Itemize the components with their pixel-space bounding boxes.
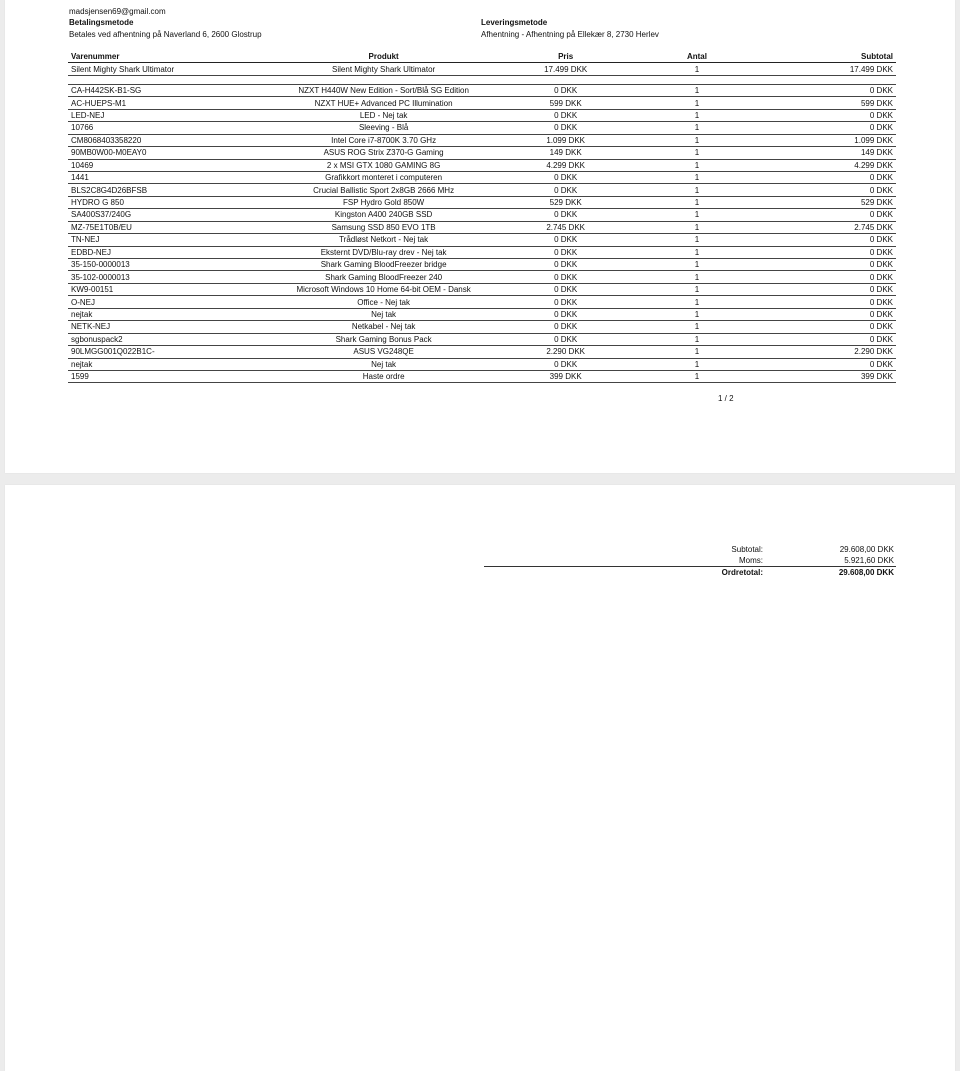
table-spacer-row — [68, 75, 896, 84]
cell-antal: 1 — [631, 333, 762, 345]
cell-antal: 1 — [631, 97, 762, 109]
cell-produkt: Microsoft Windows 10 Home 64-bit OEM - Dansk — [267, 283, 499, 295]
cell-varenummer: O-NEJ — [68, 296, 267, 308]
cell-varenummer: Silent Mighty Shark Ultimator — [68, 63, 267, 75]
cell-produkt: Silent Mighty Shark Ultimator — [267, 63, 499, 75]
cell-varenummer: sgbonuspack2 — [68, 333, 267, 345]
table-row — [68, 296, 896, 308]
cell-varenummer: CA-H442SK-B1-SG — [68, 84, 267, 96]
cell-subtotal: 4.299 DKK — [762, 159, 896, 171]
cell-antal: 1 — [631, 271, 762, 283]
moms-value: 5.921,60 DKK — [765, 555, 896, 567]
cell-varenummer: 90LMGG001Q022B1C- — [68, 346, 267, 358]
cell-antal: 1 — [631, 346, 762, 358]
customer-email: madsjensen69@gmail.com — [69, 7, 166, 16]
cell-varenummer: AC-HUEPS-M1 — [68, 97, 267, 109]
cell-subtotal: 0 DKK — [762, 271, 896, 283]
cell-pris: 0 DKK — [500, 209, 632, 221]
cell-subtotal: 17.499 DKK — [762, 63, 896, 75]
table-row — [68, 308, 896, 320]
cell-pris: 4.299 DKK — [500, 159, 632, 171]
cell-subtotal: 0 DKK — [762, 234, 896, 246]
cell-varenummer: LED-NEJ — [68, 109, 267, 121]
cell-subtotal: 0 DKK — [762, 296, 896, 308]
cell-antal: 1 — [631, 122, 762, 134]
table-row — [68, 159, 896, 171]
order-total-label: Ordretotal: — [721, 568, 763, 577]
cell-pris: 2.745 DKK — [500, 221, 632, 233]
cell-pris: 0 DKK — [500, 234, 632, 246]
cell-varenummer: 1599 — [68, 370, 267, 382]
table-row — [68, 209, 896, 221]
cell-antal: 1 — [631, 283, 762, 295]
table-row — [68, 234, 896, 246]
cell-produkt: Sleeving - Blå — [267, 122, 499, 134]
page-number: 1 / 2 — [718, 394, 734, 403]
table-row — [68, 97, 896, 109]
cell-pris: 17.499 DKK — [500, 63, 632, 75]
cell-varenummer: nejtak — [68, 358, 267, 370]
cell-subtotal: 529 DKK — [762, 196, 896, 208]
cell-antal: 1 — [631, 370, 762, 382]
cell-antal: 1 — [631, 321, 762, 333]
table-row — [68, 259, 896, 271]
table-row — [68, 321, 896, 333]
cell-antal: 1 — [631, 308, 762, 320]
cell-subtotal: 2.745 DKK — [762, 221, 896, 233]
cell-produkt: Nej tak — [267, 308, 499, 320]
cell-produkt: Kingston A400 240GB SSD — [267, 209, 499, 221]
invoice-page-1 — [5, 0, 955, 473]
cell-subtotal: 0 DKK — [762, 321, 896, 333]
table-row — [68, 346, 896, 358]
cell-produkt: NZXT H440W New Edition - Sort/Blå SG Edition — [267, 84, 499, 96]
header-subtotal: Subtotal — [762, 51, 896, 63]
table-row — [68, 271, 896, 283]
table-header-row — [68, 51, 896, 63]
subtotal-row — [484, 544, 896, 555]
cell-produkt: FSP Hydro Gold 850W — [267, 196, 499, 208]
table-row — [68, 246, 896, 258]
subtotal-label: Subtotal: — [731, 545, 763, 554]
header-pris: Pris — [500, 51, 632, 63]
cell-antal: 1 — [631, 196, 762, 208]
cell-varenummer: BLS2C8G4D26BFSB — [68, 184, 267, 196]
cell-produkt: Trådløst Netkort - Nej tak — [267, 234, 499, 246]
cell-subtotal: 0 DKK — [762, 246, 896, 258]
table-row — [68, 196, 896, 208]
cell-pris: 0 DKK — [500, 271, 632, 283]
cell-varenummer: NETK-NEJ — [68, 321, 267, 333]
table-row — [68, 122, 896, 134]
cell-antal: 1 — [631, 259, 762, 271]
table-row — [68, 333, 896, 345]
cell-antal: 1 — [631, 147, 762, 159]
cell-subtotal: 0 DKK — [762, 308, 896, 320]
cell-subtotal: 0 DKK — [762, 171, 896, 183]
cell-pris: 0 DKK — [500, 122, 632, 134]
cell-subtotal: 0 DKK — [762, 109, 896, 121]
table-row — [68, 283, 896, 295]
payment-method-heading: Betalingsmetode — [69, 18, 134, 27]
cell-pris: 399 DKK — [500, 370, 632, 382]
cell-subtotal: 0 DKK — [762, 358, 896, 370]
cell-varenummer: 10469 — [68, 159, 267, 171]
cell-antal: 1 — [631, 234, 762, 246]
cell-varenummer: 90MB0W00-M0EAY0 — [68, 147, 267, 159]
cell-subtotal: 149 DKK — [762, 147, 896, 159]
cell-subtotal: 0 DKK — [762, 209, 896, 221]
cell-produkt: Crucial Ballistic Sport 2x8GB 2666 MHz — [267, 184, 499, 196]
cell-produkt: Haste ordre — [267, 370, 499, 382]
header-produkt: Produkt — [267, 51, 499, 63]
cell-subtotal: 0 DKK — [762, 283, 896, 295]
table-row — [68, 358, 896, 370]
cell-subtotal: 599 DKK — [762, 97, 896, 109]
cell-subtotal: 0 DKK — [762, 333, 896, 345]
cell-antal: 1 — [631, 63, 762, 75]
cell-antal: 1 — [631, 159, 762, 171]
table-row — [68, 147, 896, 159]
cell-produkt: NZXT HUE+ Advanced PC Illumination — [267, 97, 499, 109]
cell-pris: 0 DKK — [500, 84, 632, 96]
cell-antal: 1 — [631, 109, 762, 121]
spacer-cell — [68, 75, 896, 84]
cell-varenummer: KW9-00151 — [68, 283, 267, 295]
table-row — [68, 109, 896, 121]
cell-pris: 0 DKK — [500, 308, 632, 320]
cell-produkt: Shark Gaming BloodFreezer bridge — [267, 259, 499, 271]
cell-varenummer: MZ-75E1T0B/EU — [68, 221, 267, 233]
cell-produkt: Intel Core i7-8700K 3.70 GHz — [267, 134, 499, 146]
header-varenummer: Varenummer — [68, 51, 267, 63]
cell-produkt: ASUS ROG Strix Z370-G Gaming — [267, 147, 499, 159]
cell-subtotal: 0 DKK — [762, 84, 896, 96]
cell-subtotal: 0 DKK — [762, 122, 896, 134]
cell-varenummer: EDBD-NEJ — [68, 246, 267, 258]
cell-pris: 0 DKK — [500, 171, 632, 183]
cell-produkt: 2 x MSI GTX 1080 GAMING 8G — [267, 159, 499, 171]
table-row — [68, 221, 896, 233]
cell-subtotal: 1.099 DKK — [762, 134, 896, 146]
cell-varenummer: 1441 — [68, 171, 267, 183]
cell-pris: 0 DKK — [500, 358, 632, 370]
order-total-row — [484, 567, 896, 579]
cell-antal: 1 — [631, 171, 762, 183]
cell-pris: 0 DKK — [500, 333, 632, 345]
cell-subtotal: 0 DKK — [762, 184, 896, 196]
cell-pris: 0 DKK — [500, 259, 632, 271]
table-row — [68, 370, 896, 382]
cell-produkt: ASUS VG248QE — [267, 346, 499, 358]
cell-produkt: Samsung SSD 850 EVO 1TB — [267, 221, 499, 233]
cell-produkt: Shark Gaming Bonus Pack — [267, 333, 499, 345]
payment-method-text: Betales ved afhentning på Naverland 6, 2600 Glostrup — [69, 30, 262, 39]
cell-varenummer: TN-NEJ — [68, 234, 267, 246]
cell-subtotal: 399 DKK — [762, 370, 896, 382]
cell-produkt: Eksternt DVD/Blu-ray drev - Nej tak — [267, 246, 499, 258]
cell-antal: 1 — [631, 246, 762, 258]
cell-antal: 1 — [631, 209, 762, 221]
cell-varenummer: CM8068403358220 — [68, 134, 267, 146]
cell-varenummer: nejtak — [68, 308, 267, 320]
cell-varenummer: 10766 — [68, 122, 267, 134]
cell-pris: 1.099 DKK — [500, 134, 632, 146]
cell-pris: 0 DKK — [500, 184, 632, 196]
cell-subtotal: 0 DKK — [762, 259, 896, 271]
cell-produkt: Shark Gaming BloodFreezer 240 — [267, 271, 499, 283]
table-row — [68, 171, 896, 183]
cell-antal: 1 — [631, 358, 762, 370]
cell-produkt: LED - Nej tak — [267, 109, 499, 121]
cell-produkt: Grafikkort monteret i computeren — [267, 171, 499, 183]
table-row — [68, 134, 896, 146]
cell-varenummer: 35-150-0000013 — [68, 259, 267, 271]
table-row — [68, 63, 896, 75]
invoice-page-2 — [5, 485, 955, 1071]
table-row — [68, 184, 896, 196]
cell-pris: 0 DKK — [500, 296, 632, 308]
moms-label: Moms: — [484, 555, 765, 567]
table-row — [68, 84, 896, 96]
cell-varenummer: HYDRO G 850 — [68, 196, 267, 208]
cell-pris: 0 DKK — [500, 283, 632, 295]
cell-subtotal: 2.290 DKK — [762, 346, 896, 358]
cell-antal: 1 — [631, 296, 762, 308]
cell-produkt: Nej tak — [267, 358, 499, 370]
cell-pris: 529 DKK — [500, 196, 632, 208]
cell-varenummer: SA400S37/240G — [68, 209, 267, 221]
cell-pris: 599 DKK — [500, 97, 632, 109]
cell-pris: 2.290 DKK — [500, 346, 632, 358]
moms-row — [484, 555, 896, 567]
header-antal: Antal — [631, 51, 762, 63]
cell-pris: 0 DKK — [500, 109, 632, 121]
delivery-method-heading: Leveringsmetode — [481, 18, 548, 27]
cell-pris: 149 DKK — [500, 147, 632, 159]
cell-varenummer: 35-102-0000013 — [68, 271, 267, 283]
cell-antal: 1 — [631, 184, 762, 196]
cell-produkt: Netkabel - Nej tak — [267, 321, 499, 333]
order-items-table — [68, 51, 896, 383]
delivery-method-text: Afhentning - Afhentning på Ellekær 8, 2730 Herlev — [481, 30, 659, 39]
order-total-value: 29.608,00 DKK — [838, 568, 894, 577]
cell-pris: 0 DKK — [500, 246, 632, 258]
cell-antal: 1 — [631, 221, 762, 233]
cell-antal: 1 — [631, 134, 762, 146]
cell-antal: 1 — [631, 84, 762, 96]
cell-produkt: Office - Nej tak — [267, 296, 499, 308]
cell-pris: 0 DKK — [500, 321, 632, 333]
totals-table — [484, 544, 896, 578]
subtotal-value: 29.608,00 DKK — [839, 545, 894, 554]
